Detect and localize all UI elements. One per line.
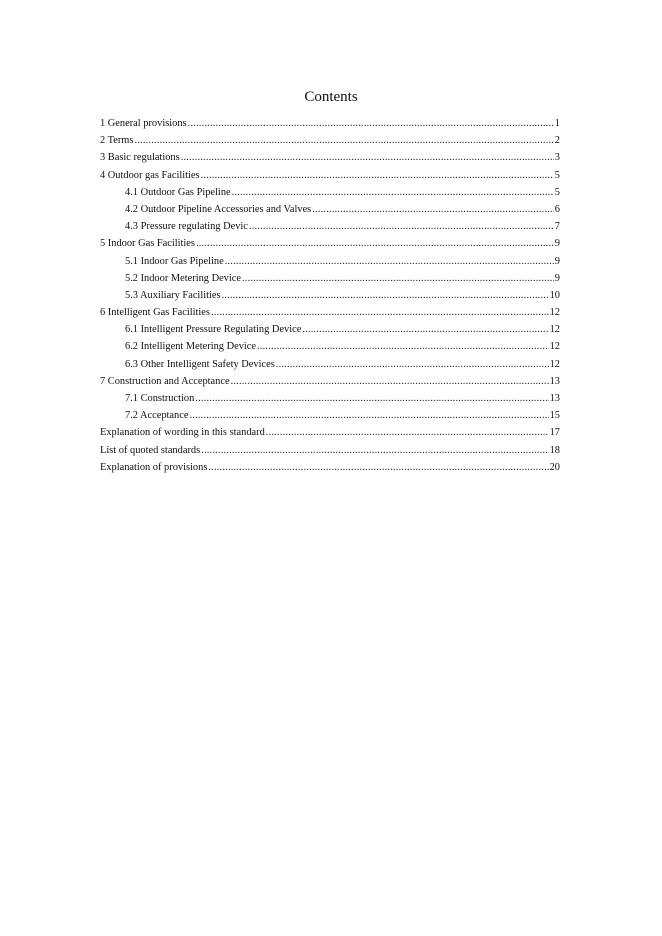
- toc-section-entry[interactable]: [100, 149, 560, 166]
- table-of-contents: [100, 115, 560, 476]
- toc-page-number: 13: [549, 393, 560, 404]
- toc-subsection-entry[interactable]: [100, 407, 560, 424]
- toc-dot-leader: [181, 149, 554, 166]
- toc-page-number: 7: [554, 221, 560, 233]
- toc-entry-label: 5.3 Auxiliary Facilities: [125, 289, 221, 301]
- toc-entry-label: 7.1 Construction: [125, 393, 195, 404]
- toc-subsection-entry[interactable]: [100, 270, 560, 287]
- toc-section-entry[interactable]: [100, 115, 560, 132]
- toc-dot-leader: [276, 356, 549, 373]
- toc-dot-leader: [189, 407, 548, 424]
- toc-entry-label: 4.3 Pressure regulating Devic: [125, 221, 248, 233]
- toc-page-number: 18: [549, 444, 560, 456]
- toc-subsection-entry[interactable]: [100, 184, 560, 201]
- toc-subsection-entry[interactable]: [100, 321, 560, 338]
- toc-section-entry[interactable]: [100, 304, 560, 321]
- toc-subsection-entry[interactable]: [100, 253, 560, 270]
- toc-page-number: 17: [549, 427, 560, 439]
- toc-entry-label: 7.2 Acceptance: [125, 410, 189, 422]
- toc-entry-label: 4 Outdoor gas Facilities: [100, 169, 200, 181]
- toc-dot-leader: [188, 115, 554, 132]
- toc-entry-label: 4.1 Outdoor Gas Pipeline: [125, 186, 231, 198]
- toc-section-entry[interactable]: [100, 424, 560, 441]
- toc-page-number: 9: [554, 272, 560, 284]
- toc-subsection-entry[interactable]: [100, 201, 560, 218]
- toc-entry-label: 5 Indoor Gas Facilities: [100, 238, 195, 250]
- toc-subsection-entry[interactable]: [100, 390, 560, 407]
- toc-page-number: 6: [554, 203, 560, 215]
- toc-entry-label: List of quoted standards: [100, 444, 201, 456]
- toc-dot-leader: [201, 167, 554, 184]
- toc-dot-leader: [134, 132, 553, 149]
- toc-entry-label: 6.1 Intelligent Pressure Regulating Device: [125, 324, 302, 336]
- toc-entry-label: 6 Intelligent Gas Facilities: [100, 307, 210, 319]
- toc-page-number: 12: [549, 307, 560, 319]
- toc-dot-leader: [225, 253, 554, 270]
- toc-entry-label: 3 Basic regulations: [100, 152, 180, 164]
- toc-entry-label: 6.2 Intelligent Metering Device: [125, 341, 256, 353]
- toc-dot-leader: [222, 287, 549, 304]
- toc-page-number: 15: [549, 410, 560, 422]
- toc-page-number: 2: [554, 135, 560, 147]
- toc-section-entry[interactable]: [100, 235, 560, 252]
- toc-entry-label: Explanation of provisions: [100, 461, 208, 473]
- toc-dot-leader: [232, 184, 554, 201]
- toc-section-entry[interactable]: [100, 132, 560, 149]
- toc-dot-leader: [242, 270, 554, 287]
- toc-dot-leader: [257, 338, 549, 355]
- toc-page-number: 3: [554, 152, 560, 164]
- toc-dot-leader: [302, 321, 548, 338]
- toc-page-number: 12: [549, 341, 560, 353]
- toc-entry-label: 5.2 Indoor Metering Device: [125, 272, 241, 284]
- toc-page-number: 10: [549, 289, 560, 301]
- toc-dot-leader: [195, 390, 548, 407]
- toc-entry-label: 4.2 Outdoor Pipeline Accessories and Valves: [125, 203, 312, 215]
- toc-subsection-entry[interactable]: [100, 338, 560, 355]
- toc-section-entry[interactable]: [100, 167, 560, 184]
- toc-page-number: 5: [554, 186, 560, 198]
- toc-section-entry[interactable]: [100, 373, 560, 390]
- toc-entry-label: Explanation of wording in this standard: [100, 427, 265, 439]
- toc-dot-leader: [231, 373, 549, 390]
- toc-section-entry[interactable]: [100, 442, 560, 459]
- toc-page-number: 1: [554, 118, 560, 129]
- toc-dot-leader: [201, 442, 548, 459]
- toc-dot-leader: [312, 201, 554, 218]
- toc-dot-leader: [208, 459, 548, 476]
- toc-subsection-entry[interactable]: [100, 287, 560, 304]
- toc-entry-label: 6.3 Other Intelligent Safety Devices: [125, 358, 275, 370]
- toc-dot-leader: [266, 424, 549, 441]
- toc-subsection-entry[interactable]: [100, 218, 560, 235]
- toc-title: Contents: [304, 89, 358, 105]
- toc-page-number: 20: [549, 461, 560, 473]
- toc-subsection-entry[interactable]: [100, 356, 560, 373]
- toc-page-number: 13: [549, 375, 560, 387]
- toc-dot-leader: [211, 304, 549, 321]
- toc-page-number: 9: [554, 238, 560, 250]
- toc-entry-label: 7 Construction and Acceptance: [100, 375, 230, 387]
- toc-entry-label: 2 Terms: [100, 135, 134, 147]
- toc-entry-label: 5.1 Indoor Gas Pipeline: [125, 255, 224, 267]
- toc-page-number: 12: [549, 324, 560, 336]
- toc-page-number: 5: [554, 169, 560, 181]
- toc-page-number: 12: [549, 358, 560, 370]
- toc-entry-label: 1 General provisions: [100, 118, 187, 129]
- toc-dot-leader: [249, 218, 554, 235]
- toc-dot-leader: [196, 235, 554, 252]
- toc-page-number: 9: [554, 255, 560, 267]
- toc-section-entry[interactable]: [100, 459, 560, 476]
